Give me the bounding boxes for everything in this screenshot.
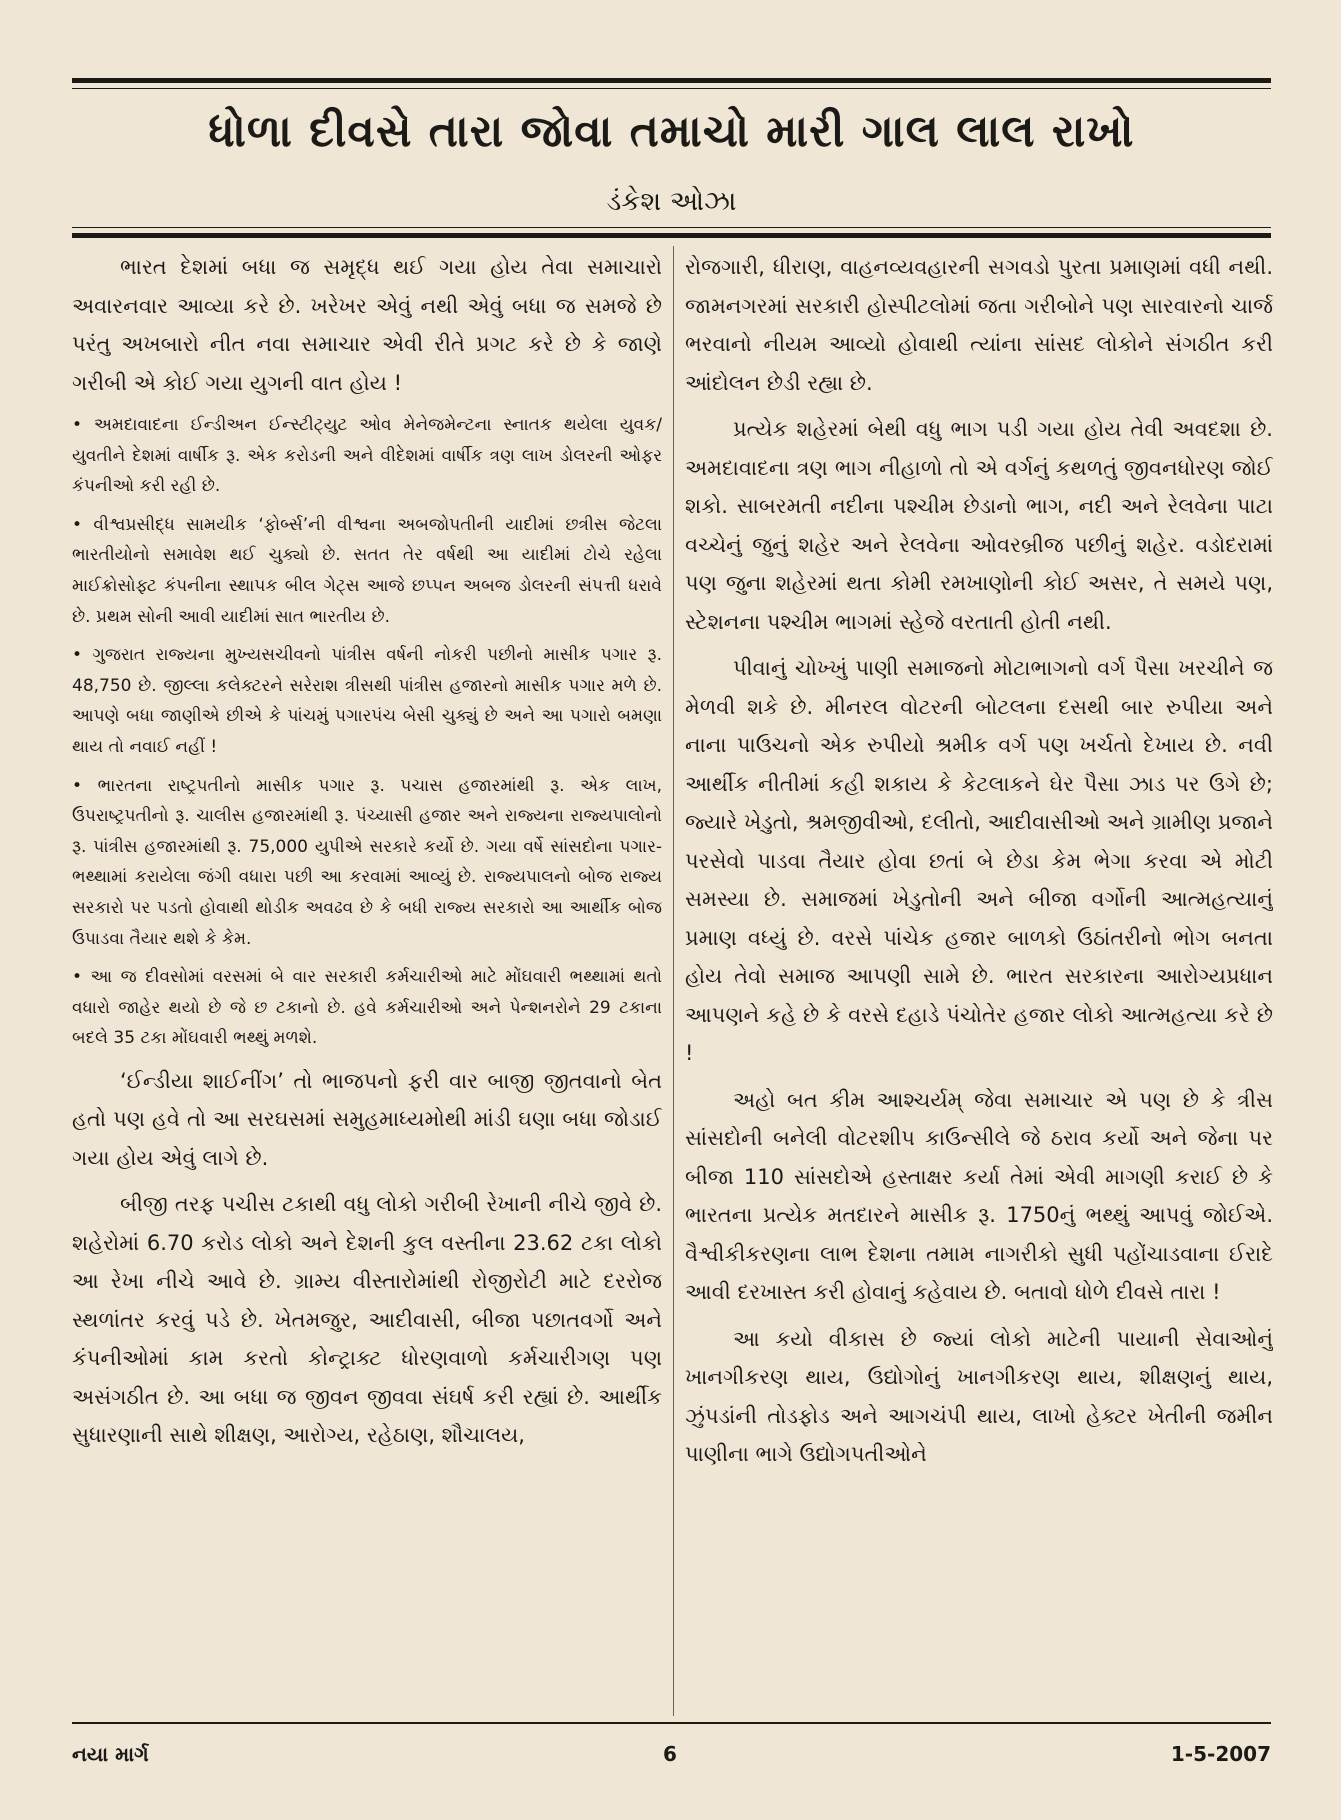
left-paragraph-1: ભારત દેશમાં બધા જ સમૃદ્ધ થઈ ગયા હોય તેવા સમાચારો અવારનવાર આવ્યા કરે છે. ખરેખર એવું નથી એવું બધા જ સમજે છે પરંતુ અખબારો નીત નવા સમાચાર એવી રીતે પ્રગટ કરે છે કે જાણે ગરીબી એ કોઈ ગયા યુગની વાત હોય !	[72, 255, 662, 395]
article-title: ધોળા દીવસે તારા જોવા તમાચો મારી ગાલ લાલ રાખો	[208, 106, 1135, 157]
left-column	[72, 248, 662, 1714]
right-paragraph-4: અહો બત કીમ આશ્ચર્યમ્ જેવા સમાચાર એ પણ છે કે ત્રીસ સાંસદોની બનેલી વોટરશીપ કાઉન્સીલે જે ઠરાવ કર્યો અને જેના પર બીજા 110 સાંસદોએ હસ્તાક્ષર કર્યા તેમાં એવી માગણી કરાઈ છે કે ભારતના પ્રત્યેક મતદારને માસીક રૂ. 1750નું ભથ્થું આપવું જોઈએ. વૈશ્વીકીકરણના લાભ દેશના તમામ નાગરીકો સુધી પહોંચાડવાના ઈરાદે આવી દરખાસ્ત કરી હોવાનું કહેવાય છે. બતાવો ધોળે દીવસે તારા !	[685, 1087, 1273, 1304]
top-thick-rule	[72, 78, 1271, 83]
footer-rule	[72, 1722, 1271, 1724]
footer-publication: નયા માર્ગ	[72, 1742, 149, 1766]
right-paragraph-5: આ કયો વીકાસ છે જ્યાં લોકો માટેની પાયાની સેવાઓનું ખાનગીકરણ થાય, ઉદ્યોગોનું ખાનગીકરણ થાય, શીક્ષણનું થાય, ઝુંપડાંની તોડફોડ અને આગચંપી થાય, લાખો હેક્ટર ખેતીની જમીન પાણીના ભાગે ઉદ્યોગપતીઓને	[685, 1326, 1273, 1466]
article-author: ડંકેશ ઓઝા	[606, 186, 737, 217]
right-column	[685, 248, 1273, 1714]
header-thin-rule	[72, 227, 1271, 228]
footer-page-number: 6	[663, 1742, 677, 1766]
right-paragraph-2: પ્રત્યેક શહેરમાં બેથી વધુ ભાગ પડી ગયા હોય તેવી અવદશા છે. અમદાવાદના ત્રણ ભાગ નીહાળો તો એ વર્ગનું કથળતું જીવનધોરણ જોઈ શકો. સાબરમતી નદીના પશ્ચીમ છેડાનો ભાગ, નદી અને રેલવેના પાટા વચ્ચેનું જુનું શહેર અને રેલવેના ઓવરબ્રીજ પછીનું શહેર. વડોદરામાં પણ જુના શહેરમાં થતા કોમી રમખાણોની કોઈ અસર, તે સમયે પણ, સ્ટેશનના પશ્ચીમ ભાગમાં સ્હેજે વરતાતી હોતી નથી.	[685, 417, 1273, 634]
left-bullet-3: • ગુજરાત રાજ્યના મુખ્યસચીવનો પાંત્રીસ વર્ષની નોકરી પછીનો માસીક પગાર રૂ. 48,750 છે. જીલ્લા કલેક્ટરને સરેરાશ ત્રીસથી પાંત્રીસ હજારનો માસીક પગાર મળે છે. આપણે બધા જાણીએ છીએ કે પાંચમું પગારપંચ બેસી ચુક્યું છે અને આ પગારો બમણા થાય તો નવાઈ નહીં !	[72, 645, 662, 757]
left-paragraph-2: ‘ઈન્ડીયા શાઈનીંગ’ તો ભાજપનો ફરી વાર બાજી જીતવાનો બેત હતો પણ હવે તો આ સરઘસમાં સમુહમાધ્યમોથી માંડી ઘણા બધા જોડાઈ ગયા હોય એવું લાગે છે.	[72, 1068, 662, 1170]
top-thin-rule	[72, 88, 1271, 89]
header-thick-rule	[72, 233, 1271, 238]
right-paragraph-3: પીવાનું ચોખ્ખું પાણી સમાજનો મોટાભાગનો વર્ગ પૈસા ખરચીને જ મેળવી શકે છે. મીનરલ વોટરની બોટલના દસથી બાર રુપીયા અને નાના પાઉચનો એક રુપીયો શ્રમીક વર્ગ પણ ખર્ચતો દેખાય છે. નવી આર્થીક નીતીમાં કહી શકાય કે કેટલાકને ઘેર પૈસા ઝાડ પર ઉગે છે; જ્યારે ખેડુતો, શ્રમજીવીઓ, દલીતો, આદીવાસીઓ અને ગ્રામીણ પ્રજાને પરસેવો પાડવા તૈયાર હોવા છતાં બે છેડા કેમ ભેગા કરવા એ મોટી સમસ્યા છે. સમાજમાં ખેડુતોની અને બીજા વર્ગોની આત્મહત્યાનું પ્રમાણ વધ્યું છે. વરસે પાંચેક હજાર બાળકો ઉઠાંતરીનો ભોગ બનતા હોય તેવો સમાજ આપણી સામે છે. ભારત સરકારના આરોગ્યપ્રધાન આપણને કહે છે કે વરસે દહાડે પંચોતેર હજાર લોકો આત્મહત્યા કરે છે !	[685, 656, 1273, 1065]
left-bullet-1: • અમદાવાદના ઈન્ડીઅન ઈન્સ્ટીટ્યુટ ઓવ મેનેજમેન્ટના સ્નાતક થયેલા યુવક/યુવતીને દેશમાં વાર્ષીક રૂ. એક કરોડની અને વીદેશમાં વાર્ષીક ત્રણ લાખ ડોલરની ઓફર કંપનીઓ કરી રહી છે.	[72, 415, 662, 497]
left-bullet-4: • ભારતના રાષ્ટ્રપતીનો માસીક પગાર રૂ. પચાસ હજારમાંથી રૂ. એક લાખ, ઉપરાષ્ટ્રપતીનો રૂ. ચાલીસ હજારમાંથી રૂ. પંચ્યાસી હજાર અને રાજ્યના રાજ્યપાલોનો રૂ. પાંત્રીસ હજારમાંથી રૂ. 75,000 યુપીએ સરકારે કર્યો છે. ગયા વર્ષે સાંસદોના પગાર-ભથ્થામાં કરાયેલા જંગી વધારા પછી આ કરવામાં આવ્યું છે. રાજ્યપાલનો બોજ રાજ્ય સરકારો પર પડતો હોવાથી થોડીક અવઢવ છે કે બધી રાજ્ય સરકારો આ આર્થીક બોજ ઉપાડવા તૈયાર થશે કે કેમ.	[72, 775, 662, 949]
right-paragraph-1: રોજગારી, ધીરાણ, વાહનવ્યવહારની સગવડો પુરતા પ્રમાણમાં વધી નથી. જામનગરમાં સરકારી હોસ્પીટલોમાં જતા ગરીબોને પણ સારવારનો ચાર્જ ભરવાનો નીયમ આવ્યો હોવાથી ત્યાંના સાંસદ લોકોને સંગઠીત કરી આંદોલન છેડી રહ્યા છે.	[685, 255, 1273, 395]
footer-date: 1-5-2007	[1170, 1742, 1271, 1766]
column-divider	[673, 246, 674, 1716]
left-paragraph-3: બીજી તરફ પચીસ ટકાથી વધુ લોકો ગરીબી રેખાની નીચે જીવે છે. શહેરોમાં 6.70 કરોડ લોકો અને દેશની કુલ વસ્તીના 23.62 ટકા લોકો આ રેખા નીચે આવે છે. ગ્રામ્ય વીસ્તારોમાંથી રોજીરોટી માટે દરરોજ સ્થળાંતર કરવું પડે છે. ખેતમજુર, આદીવાસી, બીજા પછાતવર્ગો અને કંપનીઓમાં કામ કરતો કોન્ટ્રાક્ટ ધોરણવાળો કર્મચારીગણ પણ અસંગઠીત છે. આ બધા જ જીવન જીવવા સંઘર્ષ કરી રહ્યાં છે. આર્થીક સુધારણાની સાથે શીક્ષણ, આરોગ્ય, રહેઠાણ, શૌચાલય,	[72, 1192, 662, 1448]
left-bullet-5: • આ જ દીવસોમાં વરસમાં બે વાર સરકારી કર્મચારીઓ માટે મોંઘવારી ભથ્થામાં થતો વધારો જાહેર થયો છે જે છ ટકાનો છે. હવે કર્મચારીઓ અને પેન્શનરોને 29 ટકાના બદલે 35 ટકા મોંઘવારી ભથ્થું મળશે.	[72, 967, 662, 1049]
left-bullet-2: • વીશ્વપ્રસીદ્ધ સામયીક ‘ફોર્બ્સ’ની વીશ્વના અબજોપતીની યાદીમાં છત્રીસ જેટલા ભારતીયોનો સમાવેશ થઈ ચુક્યો છે. સતત તેર વર્ષથી આ યાદીમાં ટોચે રહેલા માઈક્રોસોફ્ટ કંપનીના સ્થાપક બીલ ગેટ્સ આજે છપ્પન અબજ ડોલરની સંપત્તી ધરાવે છે. પ્રથમ સોની આવી યાદીમાં સાત ભારતીય છે.	[72, 514, 662, 627]
